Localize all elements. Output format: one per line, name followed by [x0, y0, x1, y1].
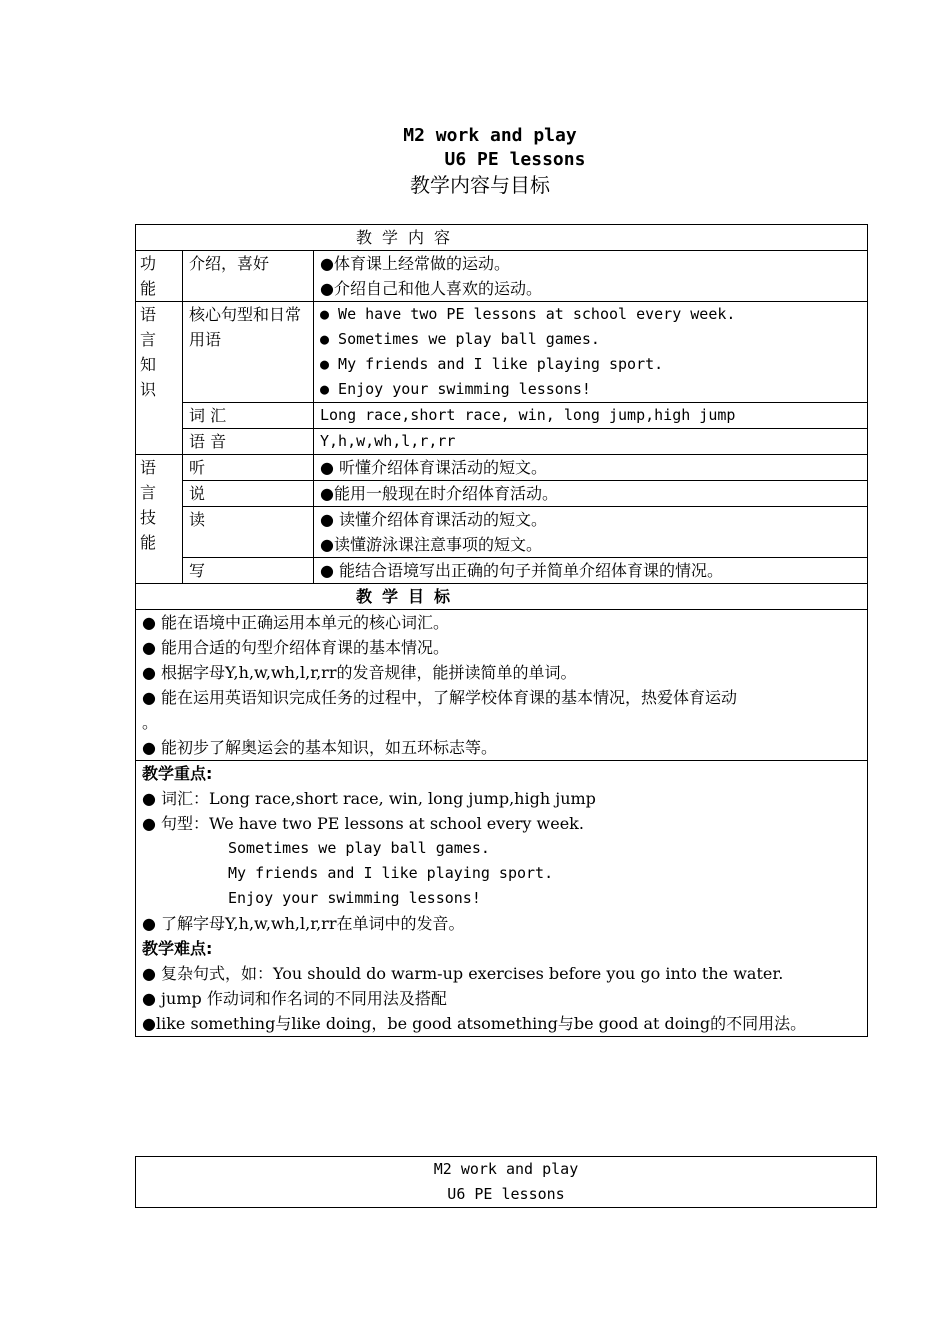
write-sub: 写 [183, 558, 314, 584]
speak-sub: 说 [183, 481, 314, 507]
key-point-sentence: Sometimes we play ball games. [228, 839, 490, 857]
write-value: ● 能结合语境写出正确的句子并简单介绍体育课的情况。 [314, 558, 868, 584]
content-header-row [136, 225, 868, 251]
key-point-sentence: My friends and I like playing sport. [228, 864, 554, 882]
phonics-sub: 语 音 [183, 429, 314, 455]
key-points-title: 教学重点: [142, 764, 213, 783]
vocab-value: Long race,short race, win, long jump,high jump [314, 403, 868, 429]
title-module: M2 work and play [403, 125, 577, 146]
phonics-value: Y,h,w,wh,l,r,rr [314, 429, 868, 455]
key-points-cell [136, 761, 868, 1037]
footer-title-box [135, 1156, 877, 1208]
content-header: 教学内容 [136, 225, 868, 251]
speak-value: ●能用一般现在时介绍体育活动。 [314, 481, 868, 507]
goal-item: ● 能初步了解奥运会的基本知识，如五环标志等。 [142, 738, 498, 757]
speak-row [136, 481, 868, 507]
language-skills-label: 语 言 技 能 [136, 455, 183, 584]
difficulties-title: 教学难点: [142, 939, 213, 958]
function-row [136, 251, 868, 302]
vocab-row [136, 403, 868, 429]
goal-item: ● 能在语境中正确运用本单元的核心词汇。 [142, 613, 450, 632]
goals-header-row [136, 584, 868, 610]
listen-row [136, 455, 868, 481]
read-row [136, 507, 868, 558]
goals-list [136, 610, 868, 761]
goal-item: ● 能在运用英语知识完成任务的过程中，了解学校体育课的基本情况，热爱体育运动 [142, 688, 738, 707]
language-knowledge-label: 语 言 知 识 [136, 302, 183, 455]
difficulty-item: ●like something与like doing，be good atsomething与be good at doing的不同用法。 [142, 1014, 807, 1033]
vocab-sub: 词 汇 [183, 403, 314, 429]
listen-sub: 听 [183, 455, 314, 481]
listen-value: ● 听懂介绍体育课活动的短文。 [314, 455, 868, 481]
core-sentences-row [136, 302, 868, 403]
read-items: ● 读懂介绍体育课活动的短文。 ●读懂游泳课注意事项的短文。 [314, 507, 868, 558]
core-sub: 核心句型和日常用语 [183, 302, 314, 403]
core-items: ● We have two PE lessons at school every week. ● Sometimes we play ball games. ● My friends and I like playing sport. ● Enjoy your swimming lessons! [314, 302, 868, 403]
key-point-vocab: ● 词汇：Long race,short race, win, long jump,high jump [142, 789, 596, 808]
goals-header: 教学目标 [136, 584, 868, 610]
function-items: ●体育课上经常做的运动。 ●介绍自己和他人喜欢的运动。 [314, 251, 868, 302]
write-row [136, 558, 868, 584]
title-subtitle: 教学内容与目标 [410, 173, 550, 197]
key-point-phonics: ● 了解字母Y,h,w,wh,l,r,rr在单词中的发音。 [142, 914, 465, 933]
goal-item: ● 能用合适的句型介绍体育课的基本情况。 [142, 638, 450, 657]
footer-module: M2 work and play [433, 1160, 579, 1178]
key-point-sentence: ● 句型：We have two PE lessons at school every week. [142, 814, 584, 833]
difficulty-item: ● 复杂句式，如：You should do warm-up exercises before you go into the water. [142, 964, 784, 983]
read-sub: 读 [183, 507, 314, 558]
key-point-sentence: Enjoy your swimming lessons! [228, 889, 481, 907]
goal-item: ● 根据字母Y,h,w,wh,l,r,rr的发音规律，能拼读简单的单词。 [142, 663, 577, 682]
lesson-plan-table [135, 224, 868, 1037]
phonics-row [136, 429, 868, 455]
footer-unit: U6 PE lessons [447, 1185, 565, 1203]
key-points-row [136, 761, 868, 1037]
title-unit: U6 PE lessons [444, 149, 586, 170]
goals-row [136, 610, 868, 761]
goal-item: 。 [142, 713, 159, 732]
function-label: 功 能 [136, 251, 183, 302]
title-block [0, 124, 950, 198]
function-sub: 介绍，喜好 [183, 251, 314, 302]
difficulty-item: ● jump 作动词和作名词的不同用法及搭配 [142, 989, 447, 1008]
